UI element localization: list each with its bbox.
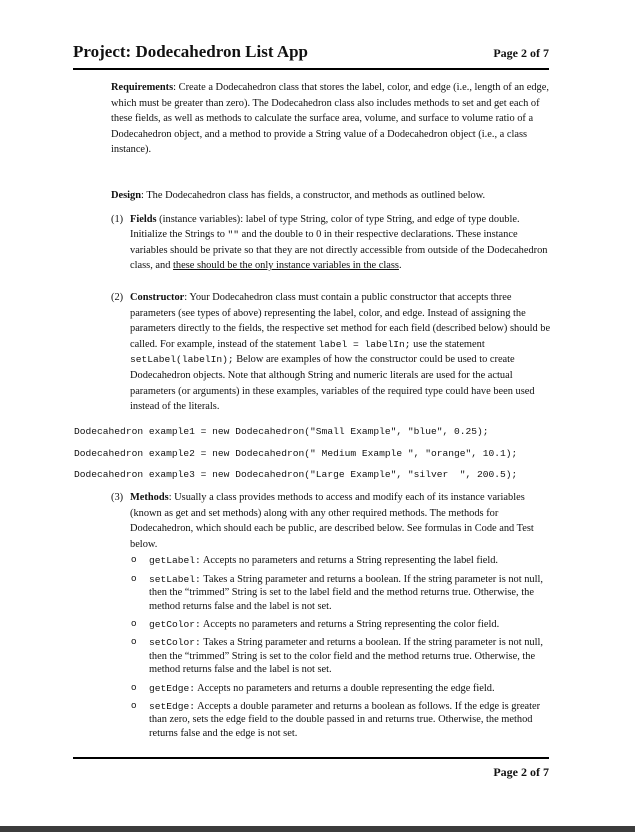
bullet-icon: o xyxy=(131,573,137,584)
method-desc: Accepts no parameters and returns a String representing the label field. xyxy=(200,555,499,567)
methods-text: : Usually a class provides methods to access and modify each of its instance variables (known as get and set methods) along with any other required methods. The methods for Dodecahedron, which should each be public, are described below. See formulas in Code and Test below. xyxy=(130,492,534,550)
item-number: (3) xyxy=(111,492,124,503)
bullet-icon: o xyxy=(131,701,137,712)
viewer-bottom-bar xyxy=(0,826,635,832)
methods-label: Methods xyxy=(130,492,169,503)
method-desc: Accepts no parameters and returns a double representing the edge field. xyxy=(195,682,495,694)
fields-text-end: . xyxy=(398,260,402,272)
bullet-icon: o xyxy=(131,555,137,566)
method-item-getedge xyxy=(130,682,557,695)
method-name: getColor: xyxy=(149,619,201,630)
empty-string-code: "" xyxy=(227,229,240,241)
fields-item xyxy=(111,212,557,274)
setlabel-call-code: setLabel(labelIn); xyxy=(130,354,234,366)
requirements-text: : Create a Dodecahedron class that stores the label, color, and edge (i.e., length of an edge, which must be greater than zero). The Dodecahedron class also includes methods to set and get each of these fields, as well as methods to calculate the surface area, volume, and surface to volume ratio of a Dodecahedron object, and a method to provide a String value of a Dodecahedron object (i.e., a class instance). xyxy=(111,82,549,156)
page-header xyxy=(73,40,549,70)
method-item-setcolor xyxy=(130,636,557,676)
code-line: Dodecahedron example3 = new Dodecahedron("Large Example", "silver ", 200.5); xyxy=(74,469,518,480)
constructor-code-examples xyxy=(74,421,517,486)
method-item-getlabel xyxy=(130,554,557,567)
method-desc: Accepts a double parameter and returns a boolean as follows. If the edge is greater than zero, sets the edge field to the double passed in and returns true. Otherwise, the method returns false and the edge is not set. xyxy=(149,701,541,739)
constructor-item xyxy=(111,290,557,415)
method-item-setedge xyxy=(130,700,557,740)
methods-intro xyxy=(111,490,557,552)
page-number-top: Page 2 of 7 xyxy=(493,46,549,60)
design-label: Design xyxy=(111,189,142,201)
method-name: getLabel: xyxy=(149,555,201,567)
method-item-getcolor xyxy=(130,618,557,631)
methods-list xyxy=(111,554,557,740)
page-number-bottom: Page 2 of 7 xyxy=(493,765,549,779)
label-assignment-code: label = labelIn; xyxy=(318,338,411,350)
fields-text: (instance variables): label of type String, color of type String, and edge of type double. Initialize the Strings to xyxy=(130,213,520,241)
fields-label: Fields xyxy=(130,213,157,225)
method-desc: Accepts no parameters and returns a String representing the color field. xyxy=(200,619,500,630)
method-item-setlabel xyxy=(130,573,557,613)
document-title: Project: Dodecahedron List App xyxy=(73,42,309,61)
fields-text-cont: and the double to 0 in their respective declarations. These instance variables should be private so that they are not directly accessible from outside of the Dodecahedron class, and xyxy=(130,229,548,272)
design-paragraph xyxy=(111,188,557,204)
main-content xyxy=(111,80,557,415)
method-desc: Takes a String parameter and returns a boolean. If the string parameter is not null, then the “trimmed” String is set to the color field and the method returns true. Otherwise, the method returns false and the label is not set. xyxy=(149,637,543,676)
method-desc: Takes a String parameter and returns a boolean. If the string parameter is not null, then the “trimmed” String is set to the label field and the method returns true. Otherwise, the method returns false and the label is not set. xyxy=(149,573,543,612)
constructor-text-cont: use the statement xyxy=(410,338,485,350)
design-items xyxy=(111,212,557,415)
item-number: (2) xyxy=(111,291,124,303)
requirements-label: Requirements xyxy=(111,82,174,93)
method-name: setEdge: xyxy=(149,701,196,713)
fields-underlined-note: these should be the only instance variables in the class xyxy=(173,260,399,272)
constructor-label: Constructor xyxy=(130,291,185,303)
bullet-icon: o xyxy=(131,637,137,648)
design-text: : The Dodecahedron class has fields, a constructor, and methods as outlined below. xyxy=(141,189,486,201)
code-line: Dodecahedron example2 = new Dodecahedron(" Medium Example ", "orange", 10.1); xyxy=(74,447,518,459)
method-name: getEdge: xyxy=(149,682,196,694)
requirements-paragraph xyxy=(111,80,557,158)
bullet-icon: o xyxy=(131,682,137,693)
bullet-icon: o xyxy=(131,619,137,629)
method-name: setLabel: xyxy=(149,573,201,585)
item-number: (1) xyxy=(111,213,124,225)
method-name: setColor: xyxy=(149,637,201,649)
methods-section xyxy=(111,490,557,745)
constructor-text: : Your Dodecahedron class must contain a public constructor that accepts three parameters (see types of above) representing the label, color, and edge. Instead of assigning the parameters directly to the fields, the respective set method for each field (described below) should be called. For example, instead of the statement xyxy=(130,291,551,350)
constructor-text-end: Below are examples of how the constructor could be used to create Dodecahedron objects. Note that although String and numeric literals are used for the actual parameters (or arguments) in these examples, variables of the required type could have been used instead of the literals. xyxy=(130,354,535,413)
code-line: Dodecahedron example1 = new Dodecahedron("Small Example", "blue", 0.25); xyxy=(74,426,489,437)
page-footer xyxy=(73,757,549,779)
